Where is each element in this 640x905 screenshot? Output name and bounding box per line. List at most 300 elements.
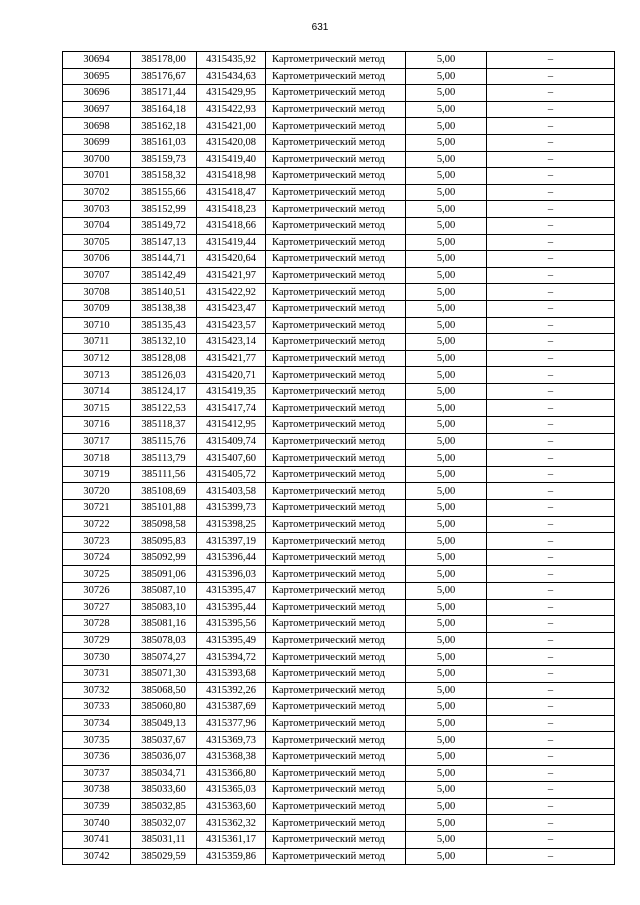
table-row <box>63 68 615 85</box>
coordinates-table-body <box>63 52 615 865</box>
y-coordinate-cell: 4315423,57 <box>197 317 266 334</box>
description-cell: – <box>487 748 615 765</box>
x-coordinate-cell: 385126,03 <box>131 367 197 384</box>
method-cell: Картометрический метод <box>266 284 406 301</box>
x-coordinate-cell: 385071,30 <box>131 665 197 682</box>
x-coordinate-cell: 385078,03 <box>131 632 197 649</box>
point-id-cell: 30729 <box>63 632 131 649</box>
table-row <box>63 599 615 616</box>
method-cell: Картометрический метод <box>266 566 406 583</box>
point-id-cell: 30709 <box>63 300 131 317</box>
page-number: 631 <box>311 22 329 33</box>
table-row <box>63 516 615 533</box>
description-cell: – <box>487 665 615 682</box>
x-coordinate-cell: 385083,10 <box>131 599 197 616</box>
method-cell: Картометрический метод <box>266 168 406 185</box>
accuracy-cell: 5,00 <box>406 251 487 268</box>
y-coordinate-cell: 4315434,63 <box>197 68 266 85</box>
table-row <box>63 300 615 317</box>
point-id-cell: 30720 <box>63 483 131 500</box>
description-cell: – <box>487 583 615 600</box>
y-coordinate-cell: 4315423,47 <box>197 300 266 317</box>
description-cell: – <box>487 350 615 367</box>
description-cell: – <box>487 549 615 566</box>
y-coordinate-cell: 4315399,73 <box>197 500 266 517</box>
table-row <box>63 201 615 218</box>
method-cell: Картометрический метод <box>266 549 406 566</box>
accuracy-cell: 5,00 <box>406 682 487 699</box>
accuracy-cell: 5,00 <box>406 782 487 799</box>
point-id-cell: 30706 <box>63 251 131 268</box>
description-cell: – <box>487 383 615 400</box>
x-coordinate-cell: 385034,71 <box>131 765 197 782</box>
accuracy-cell: 5,00 <box>406 815 487 832</box>
y-coordinate-cell: 4315403,58 <box>197 483 266 500</box>
point-id-cell: 30714 <box>63 383 131 400</box>
method-cell: Картометрический метод <box>266 85 406 102</box>
description-cell: – <box>487 433 615 450</box>
table-row <box>63 134 615 151</box>
method-cell: Картометрический метод <box>266 400 406 417</box>
x-coordinate-cell: 385033,60 <box>131 782 197 799</box>
description-cell: – <box>487 782 615 799</box>
x-coordinate-cell: 385118,37 <box>131 417 197 434</box>
y-coordinate-cell: 4315420,64 <box>197 251 266 268</box>
accuracy-cell: 5,00 <box>406 184 487 201</box>
x-coordinate-cell: 385111,56 <box>131 466 197 483</box>
point-id-cell: 30738 <box>63 782 131 799</box>
y-coordinate-cell: 4315395,47 <box>197 583 266 600</box>
table-row <box>63 732 615 749</box>
description-cell: – <box>487 184 615 201</box>
accuracy-cell: 5,00 <box>406 549 487 566</box>
description-cell: – <box>487 466 615 483</box>
x-coordinate-cell: 385113,79 <box>131 450 197 467</box>
point-id-cell: 30718 <box>63 450 131 467</box>
accuracy-cell: 5,00 <box>406 632 487 649</box>
accuracy-cell: 5,00 <box>406 798 487 815</box>
point-id-cell: 30732 <box>63 682 131 699</box>
accuracy-cell: 5,00 <box>406 217 487 234</box>
x-coordinate-cell: 385164,18 <box>131 101 197 118</box>
table-row <box>63 350 615 367</box>
point-id-cell: 30699 <box>63 134 131 151</box>
method-cell: Картометрический метод <box>266 699 406 716</box>
accuracy-cell: 5,00 <box>406 732 487 749</box>
point-id-cell: 30725 <box>63 566 131 583</box>
table-row <box>63 549 615 566</box>
method-cell: Картометрический метод <box>266 533 406 550</box>
accuracy-cell: 5,00 <box>406 500 487 517</box>
y-coordinate-cell: 4315368,38 <box>197 748 266 765</box>
x-coordinate-cell: 385081,16 <box>131 616 197 633</box>
table-row <box>63 101 615 118</box>
y-coordinate-cell: 4315359,86 <box>197 848 266 865</box>
accuracy-cell: 5,00 <box>406 400 487 417</box>
x-coordinate-cell: 385095,83 <box>131 533 197 550</box>
accuracy-cell: 5,00 <box>406 383 487 400</box>
x-coordinate-cell: 385162,18 <box>131 118 197 135</box>
accuracy-cell: 5,00 <box>406 748 487 765</box>
y-coordinate-cell: 4315407,60 <box>197 450 266 467</box>
accuracy-cell: 5,00 <box>406 433 487 450</box>
accuracy-cell: 5,00 <box>406 616 487 633</box>
x-coordinate-cell: 385032,07 <box>131 815 197 832</box>
table-row <box>63 798 615 815</box>
point-id-cell: 30711 <box>63 334 131 351</box>
accuracy-cell: 5,00 <box>406 450 487 467</box>
description-cell: – <box>487 815 615 832</box>
accuracy-cell: 5,00 <box>406 334 487 351</box>
table-row <box>63 583 615 600</box>
x-coordinate-cell: 385138,38 <box>131 300 197 317</box>
accuracy-cell: 5,00 <box>406 68 487 85</box>
method-cell: Картометрический метод <box>266 417 406 434</box>
method-cell: Картометрический метод <box>266 217 406 234</box>
description-cell: – <box>487 632 615 649</box>
point-id-cell: 30712 <box>63 350 131 367</box>
description-cell: – <box>487 201 615 218</box>
point-id-cell: 30710 <box>63 317 131 334</box>
accuracy-cell: 5,00 <box>406 134 487 151</box>
y-coordinate-cell: 4315419,35 <box>197 383 266 400</box>
method-cell: Картометрический метод <box>266 583 406 600</box>
method-cell: Картометрический метод <box>266 118 406 135</box>
method-cell: Картометрический метод <box>266 234 406 251</box>
table-row <box>63 367 615 384</box>
description-cell: – <box>487 732 615 749</box>
method-cell: Картометрический метод <box>266 134 406 151</box>
table-row <box>63 267 615 284</box>
table-row <box>63 217 615 234</box>
description-cell: – <box>487 566 615 583</box>
method-cell: Картометрический метод <box>266 151 406 168</box>
table-row <box>63 417 615 434</box>
method-cell: Картометрический метод <box>266 383 406 400</box>
description-cell: – <box>487 516 615 533</box>
point-id-cell: 30713 <box>63 367 131 384</box>
method-cell: Картометрический метод <box>266 500 406 517</box>
point-id-cell: 30715 <box>63 400 131 417</box>
x-coordinate-cell: 385060,80 <box>131 699 197 716</box>
table-row <box>63 665 615 682</box>
table-row <box>63 500 615 517</box>
description-cell: – <box>487 450 615 467</box>
accuracy-cell: 5,00 <box>406 533 487 550</box>
y-coordinate-cell: 4315395,56 <box>197 616 266 633</box>
description-cell: – <box>487 284 615 301</box>
point-id-cell: 30724 <box>63 549 131 566</box>
point-id-cell: 30705 <box>63 234 131 251</box>
table-row <box>63 616 615 633</box>
method-cell: Картометрический метод <box>266 300 406 317</box>
y-coordinate-cell: 4315420,08 <box>197 134 266 151</box>
x-coordinate-cell: 385101,88 <box>131 500 197 517</box>
description-cell: – <box>487 234 615 251</box>
method-cell: Картометрический метод <box>266 201 406 218</box>
method-cell: Картометрический метод <box>266 251 406 268</box>
method-cell: Картометрический метод <box>266 433 406 450</box>
accuracy-cell: 5,00 <box>406 201 487 218</box>
description-cell: – <box>487 217 615 234</box>
y-coordinate-cell: 4315366,80 <box>197 765 266 782</box>
table-row <box>63 682 615 699</box>
x-coordinate-cell: 385037,67 <box>131 732 197 749</box>
accuracy-cell: 5,00 <box>406 267 487 284</box>
x-coordinate-cell: 385108,69 <box>131 483 197 500</box>
point-id-cell: 30742 <box>63 848 131 865</box>
description-cell: – <box>487 101 615 118</box>
description-cell: – <box>487 317 615 334</box>
accuracy-cell: 5,00 <box>406 367 487 384</box>
method-cell: Картометрический метод <box>266 516 406 533</box>
x-coordinate-cell: 385178,00 <box>131 52 197 69</box>
method-cell: Картометрический метод <box>266 665 406 682</box>
point-id-cell: 30737 <box>63 765 131 782</box>
table-row <box>63 118 615 135</box>
table-row <box>63 151 615 168</box>
x-coordinate-cell: 385029,59 <box>131 848 197 865</box>
description-cell: – <box>487 52 615 69</box>
method-cell: Картометрический метод <box>266 267 406 284</box>
point-id-cell: 30694 <box>63 52 131 69</box>
method-cell: Картометрический метод <box>266 649 406 666</box>
point-id-cell: 30733 <box>63 699 131 716</box>
description-cell: – <box>487 300 615 317</box>
method-cell: Картометрический метод <box>266 450 406 467</box>
point-id-cell: 30708 <box>63 284 131 301</box>
x-coordinate-cell: 385036,07 <box>131 748 197 765</box>
method-cell: Картометрический метод <box>266 715 406 732</box>
description-cell: – <box>487 168 615 185</box>
x-coordinate-cell: 385144,71 <box>131 251 197 268</box>
description-cell: – <box>487 151 615 168</box>
point-id-cell: 30739 <box>63 798 131 815</box>
description-cell: – <box>487 533 615 550</box>
x-coordinate-cell: 385074,27 <box>131 649 197 666</box>
accuracy-cell: 5,00 <box>406 118 487 135</box>
y-coordinate-cell: 4315409,74 <box>197 433 266 450</box>
method-cell: Картометрический метод <box>266 101 406 118</box>
y-coordinate-cell: 4315422,93 <box>197 101 266 118</box>
method-cell: Картометрический метод <box>266 732 406 749</box>
y-coordinate-cell: 4315398,25 <box>197 516 266 533</box>
table-row <box>63 251 615 268</box>
x-coordinate-cell: 385159,73 <box>131 151 197 168</box>
point-id-cell: 30704 <box>63 217 131 234</box>
y-coordinate-cell: 4315395,44 <box>197 599 266 616</box>
y-coordinate-cell: 4315417,74 <box>197 400 266 417</box>
accuracy-cell: 5,00 <box>406 566 487 583</box>
accuracy-cell: 5,00 <box>406 101 487 118</box>
table-row <box>63 848 615 865</box>
point-id-cell: 30730 <box>63 649 131 666</box>
y-coordinate-cell: 4315397,19 <box>197 533 266 550</box>
method-cell: Картометрический метод <box>266 367 406 384</box>
point-id-cell: 30736 <box>63 748 131 765</box>
method-cell: Картометрический метод <box>266 317 406 334</box>
x-coordinate-cell: 385171,44 <box>131 85 197 102</box>
method-cell: Картометрический метод <box>266 748 406 765</box>
point-id-cell: 30734 <box>63 715 131 732</box>
accuracy-cell: 5,00 <box>406 300 487 317</box>
y-coordinate-cell: 4315392,26 <box>197 682 266 699</box>
method-cell: Картометрический метод <box>266 831 406 848</box>
y-coordinate-cell: 4315395,49 <box>197 632 266 649</box>
x-coordinate-cell: 385128,08 <box>131 350 197 367</box>
method-cell: Картометрический метод <box>266 466 406 483</box>
point-id-cell: 30741 <box>63 831 131 848</box>
accuracy-cell: 5,00 <box>406 715 487 732</box>
method-cell: Картометрический метод <box>266 682 406 699</box>
point-id-cell: 30707 <box>63 267 131 284</box>
table-row <box>63 748 615 765</box>
x-coordinate-cell: 385092,99 <box>131 549 197 566</box>
point-id-cell: 30722 <box>63 516 131 533</box>
description-cell: – <box>487 400 615 417</box>
x-coordinate-cell: 385049,13 <box>131 715 197 732</box>
x-coordinate-cell: 385152,99 <box>131 201 197 218</box>
y-coordinate-cell: 4315420,71 <box>197 367 266 384</box>
table-row <box>63 317 615 334</box>
description-cell: – <box>487 798 615 815</box>
description-cell: – <box>487 118 615 135</box>
method-cell: Картометрический метод <box>266 350 406 367</box>
table-row <box>63 184 615 201</box>
description-cell: – <box>487 134 615 151</box>
point-id-cell: 30721 <box>63 500 131 517</box>
x-coordinate-cell: 385147,13 <box>131 234 197 251</box>
x-coordinate-cell: 385087,10 <box>131 583 197 600</box>
table-row <box>63 715 615 732</box>
y-coordinate-cell: 4315435,92 <box>197 52 266 69</box>
accuracy-cell: 5,00 <box>406 52 487 69</box>
description-cell: – <box>487 616 615 633</box>
description-cell: – <box>487 251 615 268</box>
accuracy-cell: 5,00 <box>406 831 487 848</box>
y-coordinate-cell: 4315418,98 <box>197 168 266 185</box>
table-row <box>63 466 615 483</box>
method-cell: Картометрический метод <box>266 184 406 201</box>
y-coordinate-cell: 4315418,66 <box>197 217 266 234</box>
description-cell: – <box>487 267 615 284</box>
x-coordinate-cell: 385161,03 <box>131 134 197 151</box>
table-row <box>63 649 615 666</box>
point-id-cell: 30723 <box>63 533 131 550</box>
x-coordinate-cell: 385098,58 <box>131 516 197 533</box>
description-cell: – <box>487 483 615 500</box>
y-coordinate-cell: 4315429,95 <box>197 85 266 102</box>
x-coordinate-cell: 385176,67 <box>131 68 197 85</box>
y-coordinate-cell: 4315419,44 <box>197 234 266 251</box>
x-coordinate-cell: 385132,10 <box>131 334 197 351</box>
y-coordinate-cell: 4315418,23 <box>197 201 266 218</box>
point-id-cell: 30719 <box>63 466 131 483</box>
y-coordinate-cell: 4315394,72 <box>197 649 266 666</box>
method-cell: Картометрический метод <box>266 68 406 85</box>
accuracy-cell: 5,00 <box>406 168 487 185</box>
y-coordinate-cell: 4315377,96 <box>197 715 266 732</box>
accuracy-cell: 5,00 <box>406 765 487 782</box>
point-id-cell: 30697 <box>63 101 131 118</box>
description-cell: – <box>487 500 615 517</box>
x-coordinate-cell: 385115,76 <box>131 433 197 450</box>
description-cell: – <box>487 68 615 85</box>
accuracy-cell: 5,00 <box>406 234 487 251</box>
y-coordinate-cell: 4315418,47 <box>197 184 266 201</box>
method-cell: Картометрический метод <box>266 632 406 649</box>
table-row <box>63 334 615 351</box>
accuracy-cell: 5,00 <box>406 284 487 301</box>
table-row <box>63 168 615 185</box>
accuracy-cell: 5,00 <box>406 317 487 334</box>
x-coordinate-cell: 385122,53 <box>131 400 197 417</box>
point-id-cell: 30696 <box>63 85 131 102</box>
x-coordinate-cell: 385158,32 <box>131 168 197 185</box>
x-coordinate-cell: 385142,49 <box>131 267 197 284</box>
y-coordinate-cell: 4315387,69 <box>197 699 266 716</box>
x-coordinate-cell: 385032,85 <box>131 798 197 815</box>
table-row <box>63 284 615 301</box>
description-cell: – <box>487 715 615 732</box>
accuracy-cell: 5,00 <box>406 699 487 716</box>
y-coordinate-cell: 4315361,17 <box>197 831 266 848</box>
x-coordinate-cell: 385068,50 <box>131 682 197 699</box>
y-coordinate-cell: 4315393,68 <box>197 665 266 682</box>
table-row <box>63 782 615 799</box>
x-coordinate-cell: 385091,06 <box>131 566 197 583</box>
point-id-cell: 30735 <box>63 732 131 749</box>
y-coordinate-cell: 4315423,14 <box>197 334 266 351</box>
description-cell: – <box>487 699 615 716</box>
accuracy-cell: 5,00 <box>406 417 487 434</box>
table-row <box>63 433 615 450</box>
method-cell: Картометрический метод <box>266 599 406 616</box>
x-coordinate-cell: 385140,51 <box>131 284 197 301</box>
y-coordinate-cell: 4315405,72 <box>197 466 266 483</box>
table-row <box>63 815 615 832</box>
table-row <box>63 831 615 848</box>
accuracy-cell: 5,00 <box>406 85 487 102</box>
table-row <box>63 483 615 500</box>
point-id-cell: 30695 <box>63 68 131 85</box>
accuracy-cell: 5,00 <box>406 466 487 483</box>
description-cell: – <box>487 417 615 434</box>
table-row <box>63 632 615 649</box>
description-cell: – <box>487 682 615 699</box>
point-id-cell: 30703 <box>63 201 131 218</box>
accuracy-cell: 5,00 <box>406 583 487 600</box>
description-cell: – <box>487 831 615 848</box>
description-cell: – <box>487 765 615 782</box>
table-row <box>63 566 615 583</box>
method-cell: Картометрический метод <box>266 52 406 69</box>
description-cell: – <box>487 334 615 351</box>
coordinates-table <box>62 51 615 865</box>
method-cell: Картометрический метод <box>266 483 406 500</box>
accuracy-cell: 5,00 <box>406 848 487 865</box>
method-cell: Картометрический метод <box>266 782 406 799</box>
accuracy-cell: 5,00 <box>406 649 487 666</box>
accuracy-cell: 5,00 <box>406 516 487 533</box>
description-cell: – <box>487 85 615 102</box>
y-coordinate-cell: 4315362,32 <box>197 815 266 832</box>
point-id-cell: 30740 <box>63 815 131 832</box>
description-cell: – <box>487 848 615 865</box>
y-coordinate-cell: 4315421,97 <box>197 267 266 284</box>
y-coordinate-cell: 4315365,03 <box>197 782 266 799</box>
method-cell: Картометрический метод <box>266 798 406 815</box>
